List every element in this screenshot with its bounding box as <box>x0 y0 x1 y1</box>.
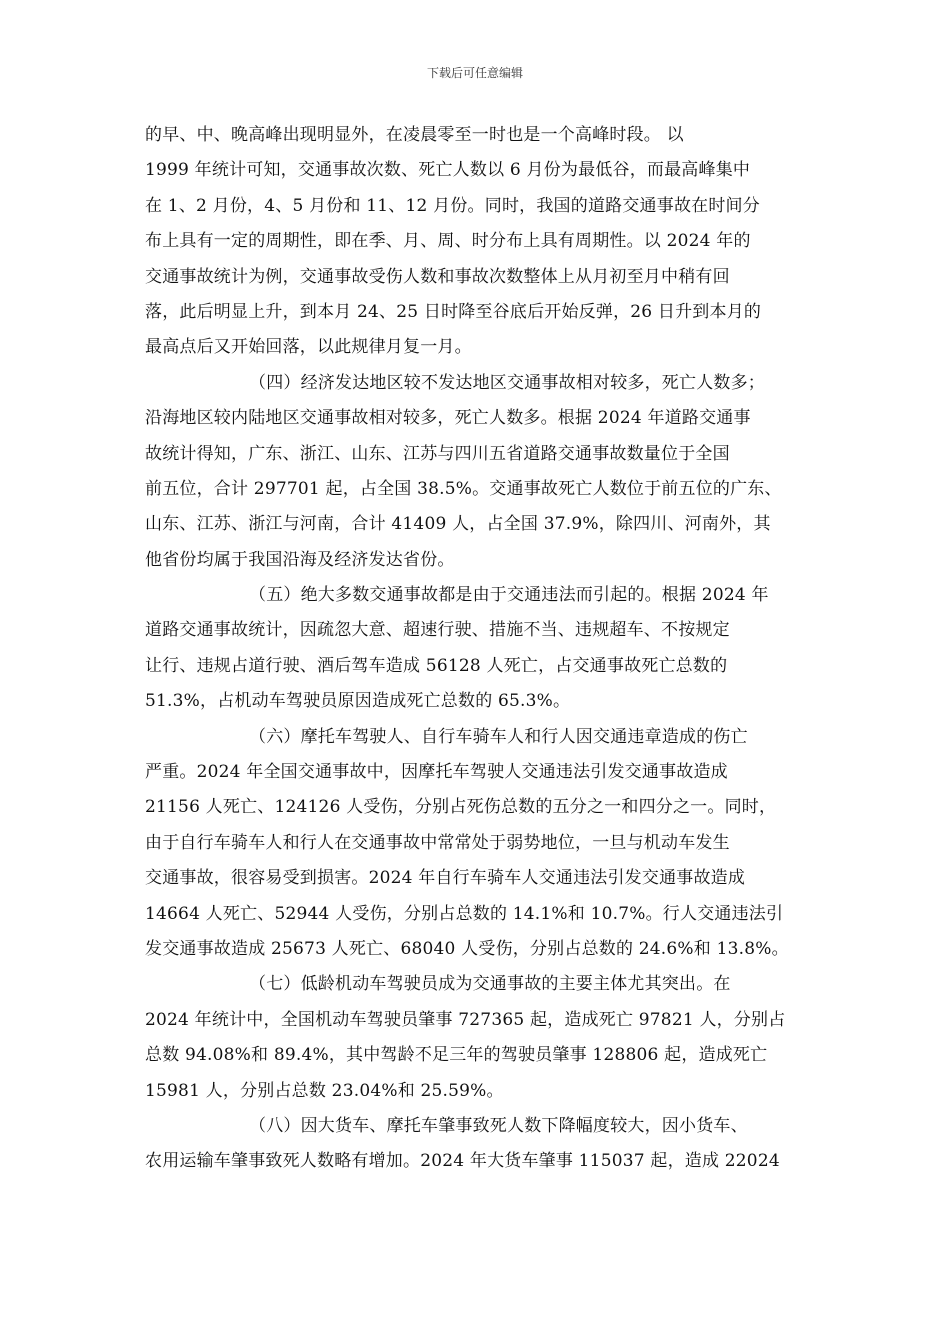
text-line: 2024 年统计中，全国机动车驾驶员肇事 727365 起，造成死亡 97821 人，分别占 <box>145 1009 786 1030</box>
text-line: 严重。2024 年全国交通事故中，因摩托车驾驶人交通违法引发交通事故造成 <box>145 762 728 783</box>
document-body <box>145 118 815 1180</box>
page-header: 下载后可任意编辑 <box>426 66 523 80</box>
text-line: 51.3%，占机动车驾驶员原因造成死亡总数的 65.3%。 <box>145 691 571 712</box>
text-line: 让行、违规占道行驶、酒后驾车造成 56128 人死亡，占交通事故死亡总数的 <box>145 655 728 676</box>
text-line: 最高点后又开始回落，以此规律月复一月。 <box>145 337 472 358</box>
text-line: 的早、中、晚高峰出现明显外，在凌晨零至一时也是一个高峰时段。 以 <box>145 125 684 145</box>
text-line: 道路交通事故统计，因疏忽大意、超速行驶、措施不当、违规超车、不按规定 <box>145 620 730 641</box>
section-heading-line: （八）因大货车、摩托车肇事致死人数下降幅度较大，因小货车、 <box>249 1115 748 1136</box>
text-line: 发交通事故造成 25673 人死亡、68040 人受伤，分别占总数的 24.6%和 13.8%。 <box>145 938 789 959</box>
text-line: 布上具有一定的周期性，即在季、月、周、时分布上具有周期性。以 2024 年的 <box>145 231 751 252</box>
text-line: 沿海地区较内陆地区交通事故相对较多，死亡人数多。根据 2024 年道路交通事 <box>145 408 751 429</box>
text-line: 15981 人，分别占总数 23.04%和 25.59%。 <box>145 1080 504 1101</box>
section-heading-line: （六）摩托车驾驶人、自行车骑车人和行人因交通违章造成的伤亡 <box>249 726 748 747</box>
section-heading-line: （七）低龄机动车驾驶员成为交通事故的主要主体尤其突出。在 <box>249 974 731 995</box>
section-heading-line: （五）绝大多数交通事故都是由于交通违法而引起的。根据 2024 年 <box>249 585 769 606</box>
text-line: 14664 人死亡、52944 人受伤，分别占总数的 14.1%和 10.7%。行人交通违法引 <box>145 903 784 924</box>
section-heading-line: （四）经济发达地区较不发达地区交通事故相对较多，死亡人数多； <box>249 372 765 393</box>
text-line: 前五位，合计 297701 起，占全国 38.5%。交通事故死亡人数位于前五位的广东、 <box>145 478 782 499</box>
text-line: 交通事故统计为例，交通事故受伤人数和事故次数整体上从月初至月中稍有回 <box>145 266 730 287</box>
text-line: 由于自行车骑车人和行人在交通事故中常常处于弱势地位，一旦与机动车发生 <box>145 832 730 853</box>
text-line: 交通事故，很容易受到损害。2024 年自行车骑车人交通违法引发交通事故造成 <box>145 868 746 889</box>
text-line: 1999 年统计可知，交通事故次数、死亡人数以 6 月份为最低谷，而最高峰集中 <box>145 160 751 181</box>
text-line: 21156 人死亡、124126 人受伤，分别占死伤总数的五分之一和四分之一。同时， <box>145 797 777 818</box>
text-line: 故统计得知，广东、浙江、山东、江苏与四川五省道路交通事故数量位于全国 <box>145 443 730 464</box>
text-line: 落，此后明显上升，到本月 24、25 日时降至谷底后开始反弹，26 日升到本月的 <box>145 301 762 322</box>
text-line: 总数 94.08%和 89.4%，其中驾龄不足三年的驾驶员肇事 128806 起，造成死亡 <box>145 1045 768 1066</box>
text-line: 农用运输车肇事致死人数略有增加。2024 年大货车肇事 115037 起，造成 22024 <box>145 1151 780 1172</box>
text-line: 在 1、2 月份，4、5 月份和 11、12 月份。同时，我国的道路交通事故在时间分 <box>145 195 760 216</box>
text-line: 山东、江苏、浙江与河南，合计 41409 人，占全国 37.9%，除四川、河南外，其 <box>145 514 771 535</box>
text-line: 他省份均属于我国沿海及经济发达省份。 <box>145 549 455 570</box>
